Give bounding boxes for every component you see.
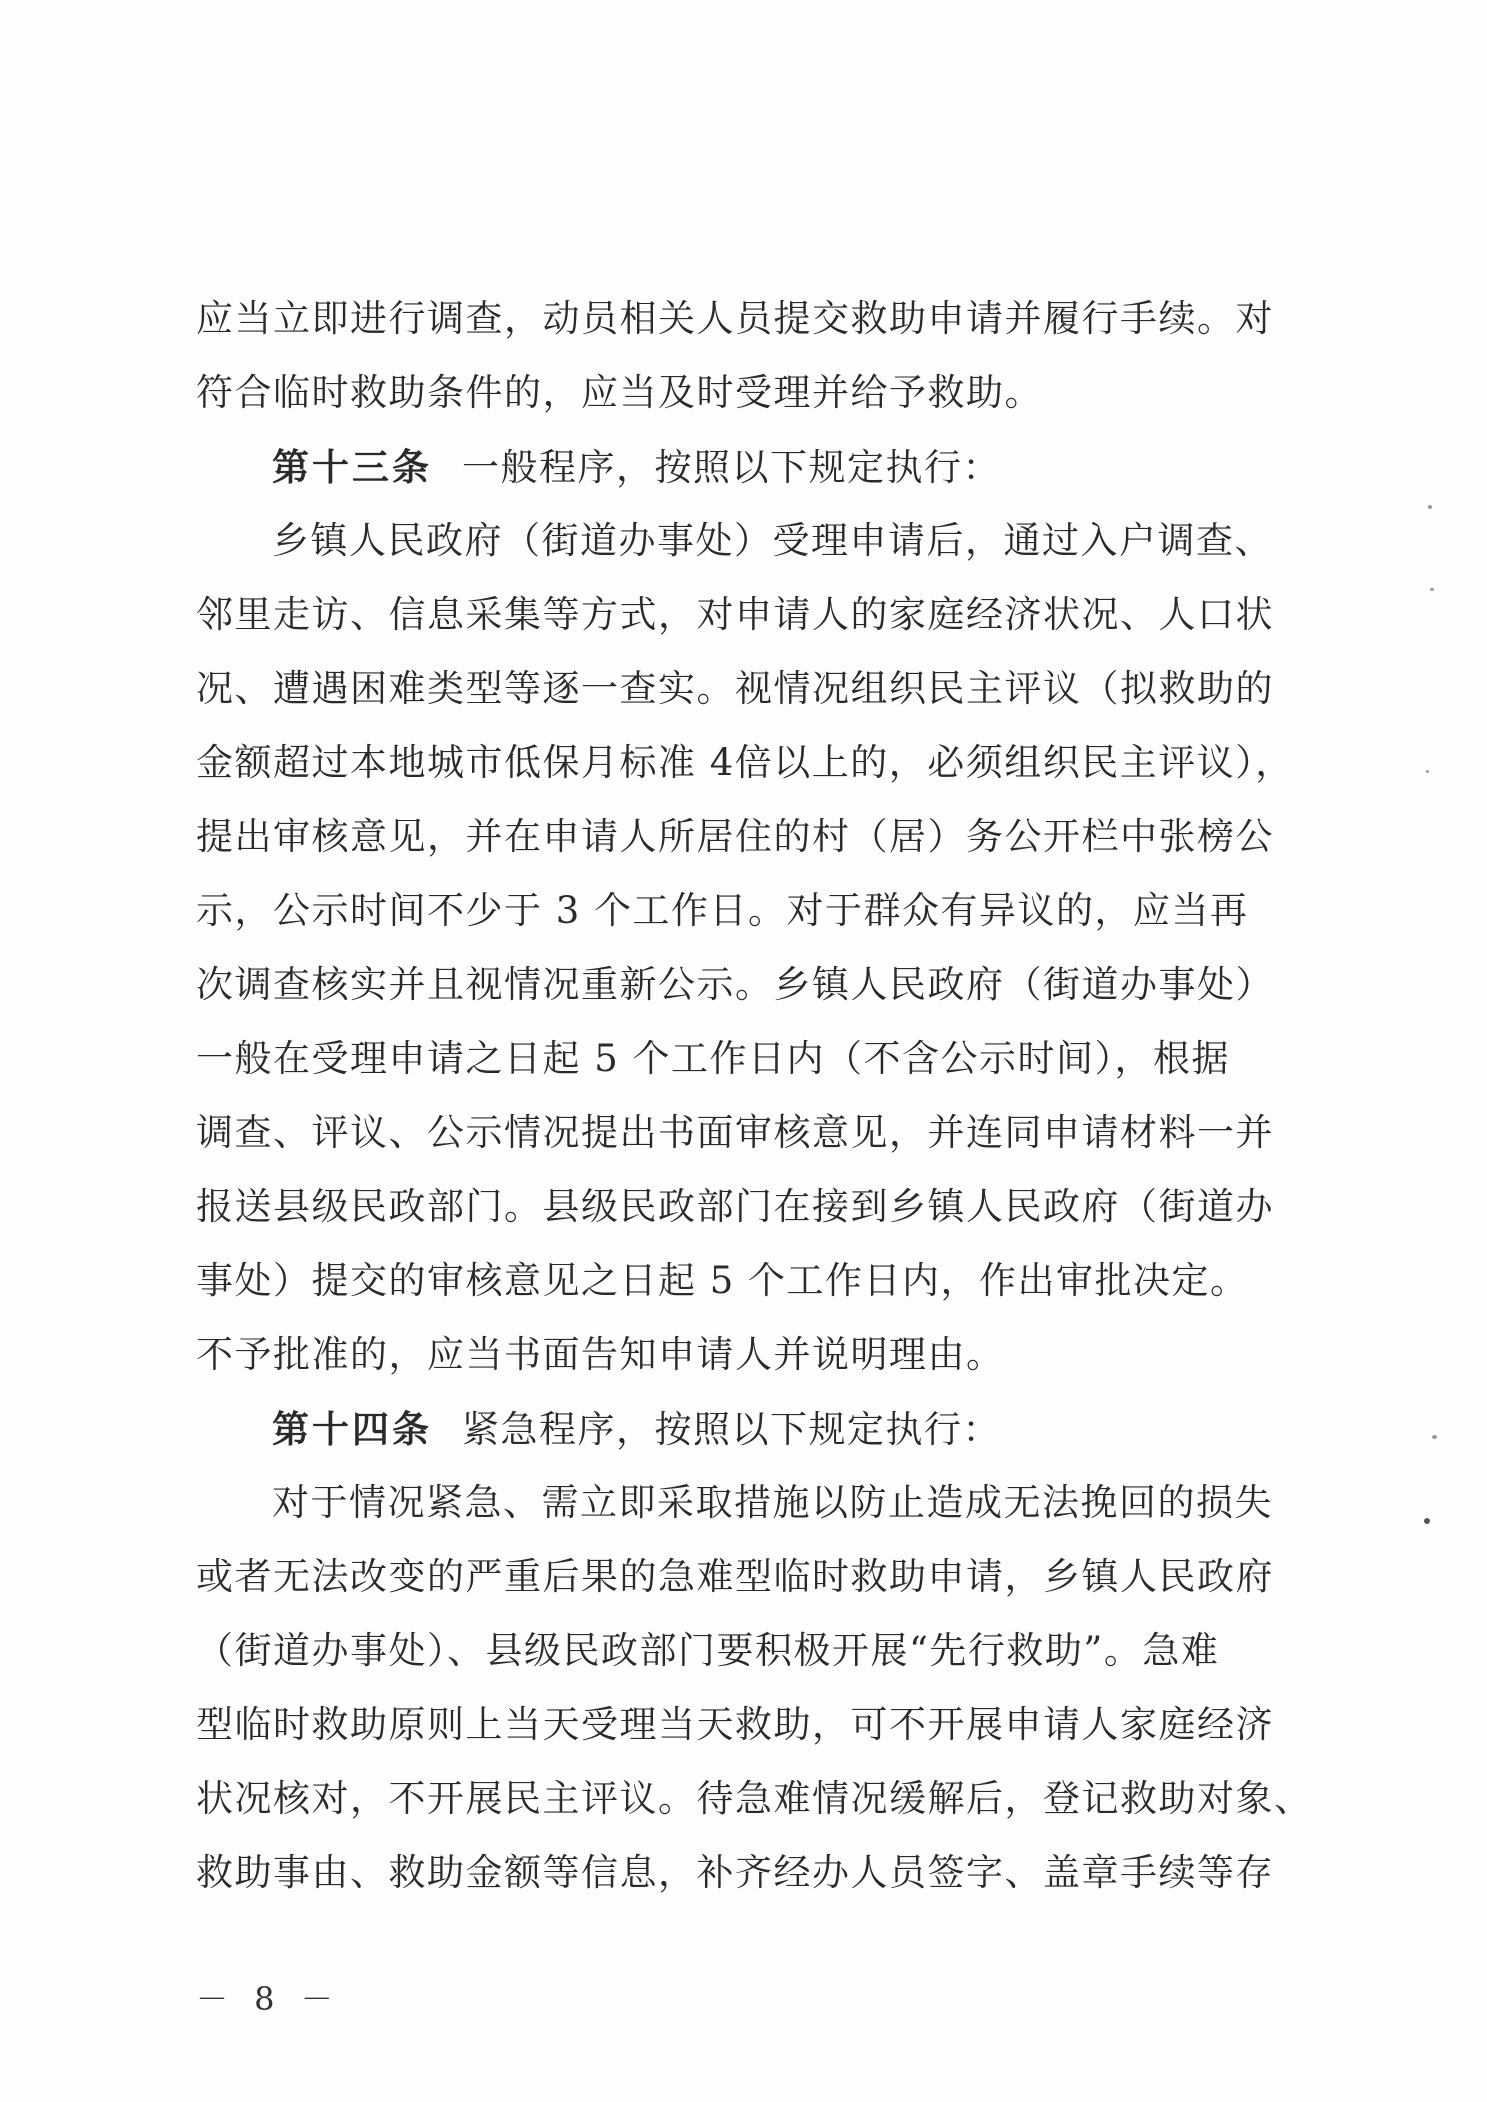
scan-speck bbox=[1430, 588, 1434, 591]
paragraph-line: 一般在受理申请之日起 5 个工作日内（不含公示时间），根据 bbox=[196, 1037, 1231, 1080]
paragraph-line: 事处）提交的审核意见之日起 5 个工作日内，作出审批决定。 bbox=[196, 1259, 1249, 1302]
paragraph-line: 对于情况紧急、需立即采取措施以防止造成无法挽回的损失 bbox=[272, 1481, 1273, 1524]
paragraph-line: 邻里走访、信息采集等方式，对申请人的家庭经济状况、人口状 bbox=[196, 593, 1274, 636]
scan-speck bbox=[1428, 505, 1432, 509]
article-text: 一般程序，按照以下规定执行： bbox=[462, 446, 1001, 489]
paragraph-line: 调查、评议、公示情况提出书面审核意见，并连同申请材料一并 bbox=[196, 1111, 1274, 1154]
paragraph-line: 型临时救助原则上当天受理当天救助，可不开展申请人家庭经济 bbox=[196, 1703, 1274, 1746]
paragraph-line: 况、遭遇困难类型等逐一查实。视情况组织民主评议（拟救助的 bbox=[196, 667, 1274, 710]
article-heading: 第十四条 bbox=[272, 1407, 432, 1451]
paragraph-line: 次调查核实并且视情况重新公示。乡镇人民政府（街道办事处） bbox=[196, 963, 1274, 1006]
paragraph-line: 乡镇人民政府（街道办事处）受理申请后，通过入户调查、 bbox=[272, 519, 1273, 562]
article-heading: 第十三条 bbox=[272, 445, 432, 489]
paragraph-line: 提出审核意见，并在申请人所居住的村（居）务公开栏中张榜公 bbox=[196, 815, 1274, 858]
article-14-line bbox=[196, 1392, 1308, 1466]
page-number: － 8 － bbox=[196, 1980, 341, 2018]
article-text: 紧急程序，按照以下规定执行： bbox=[462, 1408, 1001, 1451]
paragraph-line: 不予批准的，应当书面告知申请人并说明理由。 bbox=[196, 1333, 1005, 1376]
paragraph-line: 金额超过本地城市低保月标准 4倍以上的，必须组织民主评议）， bbox=[196, 741, 1294, 784]
scan-speck bbox=[1424, 1518, 1430, 1524]
scan-speck bbox=[1432, 1435, 1437, 1439]
article-13-line bbox=[196, 430, 1308, 504]
paragraph-line: 示，公示时间不少于 3 个工作日。对于群众有异议的，应当再 bbox=[196, 889, 1249, 932]
paragraph-line: （街道办事处）、县级民政部门要积极开展“先行救助”。急难 bbox=[196, 1629, 1220, 1672]
body-text bbox=[196, 282, 1313, 1910]
paragraph-line: 救助事由、救助金额等信息，补齐经办人员签字、盖章手续等存 bbox=[196, 1851, 1274, 1894]
paragraph-line: 符合临时救助条件的，应当及时受理并给予救助。 bbox=[196, 371, 1043, 414]
scan-speck bbox=[1426, 770, 1429, 773]
paragraph-line: 或者无法改变的严重后果的急难型临时救助申请，乡镇人民政府 bbox=[196, 1555, 1274, 1598]
paragraph-line: 应当立即进行调查，动员相关人员提交救助申请并履行手续。对 bbox=[196, 297, 1274, 340]
paragraph-line: 报送县级民政部门。县级民政部门在接到乡镇人民政府（街道办 bbox=[196, 1185, 1274, 1228]
paragraph-line: 状况核对，不开展民主评议。待急难情况缓解后，登记救助对象、 bbox=[196, 1777, 1313, 1820]
